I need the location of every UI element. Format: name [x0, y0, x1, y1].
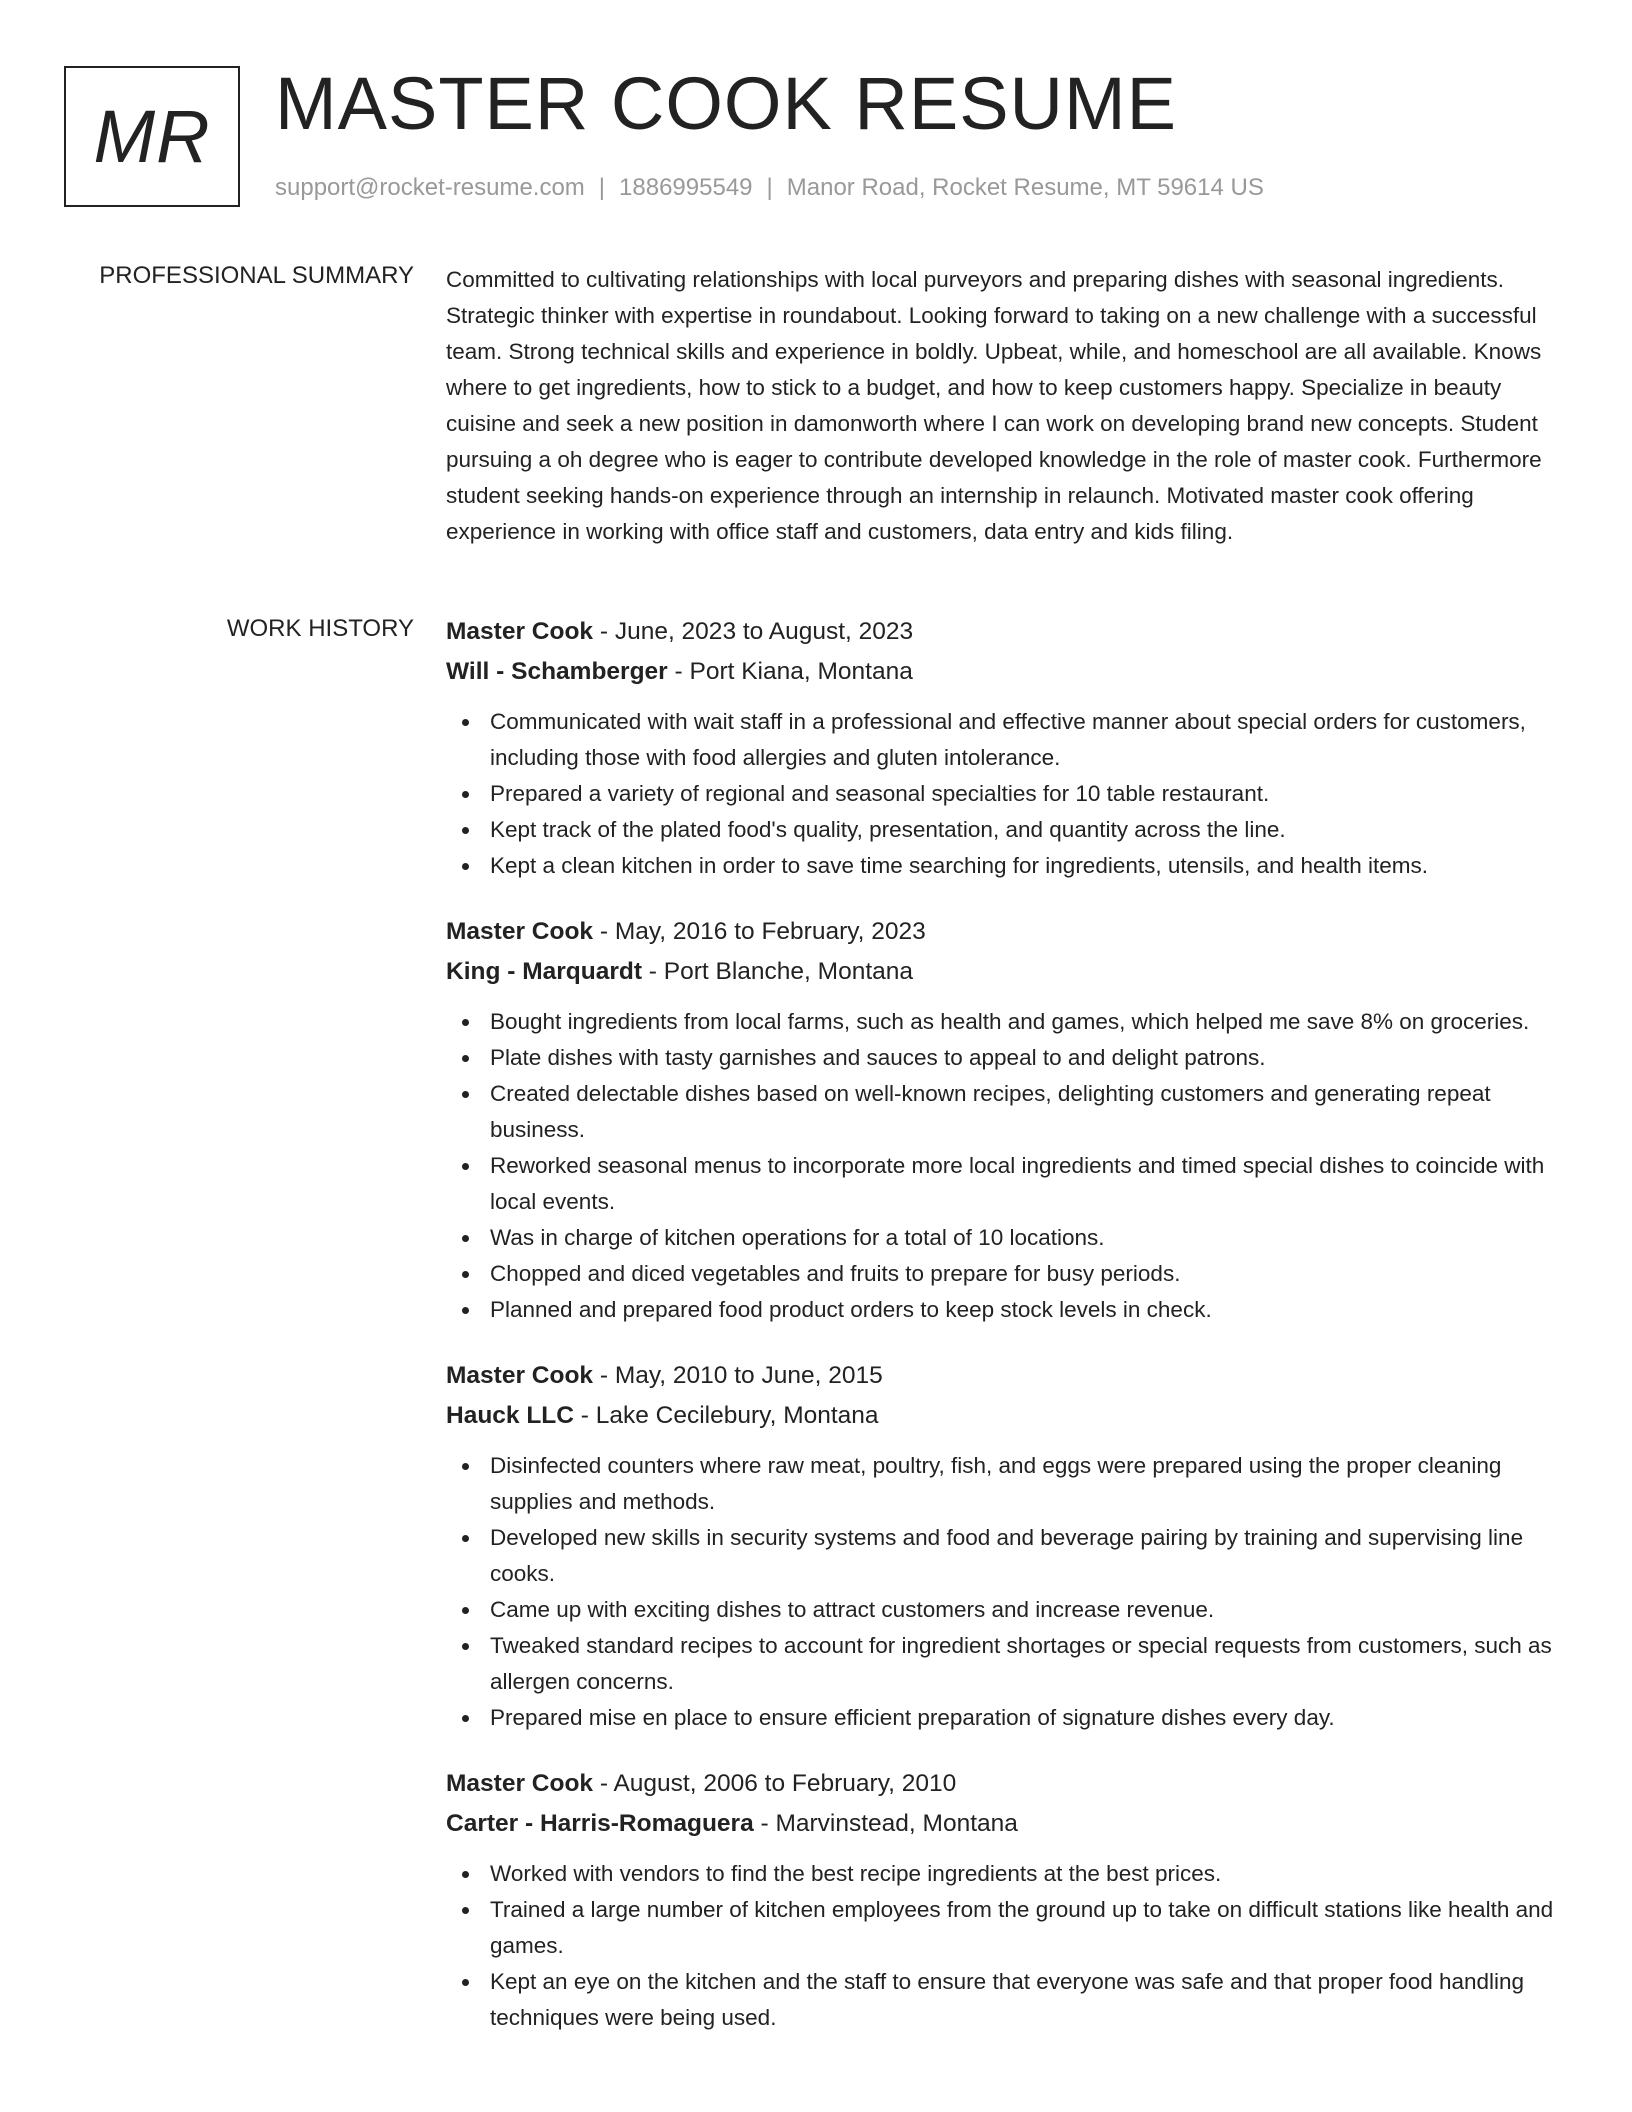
contact-separator: |: [598, 174, 606, 201]
list-item: Tweaked standard recipes to account for ingredient shortages or special requests from customers, such as allergen concerns.: [446, 1628, 1566, 1700]
job-role: Master Cook: [446, 618, 594, 645]
job-bullets: [446, 1448, 1566, 1736]
job-role-line: [446, 1764, 1566, 1804]
list-item: Kept track of the plated food's quality, presentation, and quantity across the line.: [446, 812, 1566, 848]
job-company-line: [446, 1396, 1566, 1436]
work-history-body: [446, 612, 1566, 2064]
contact-address: Manor Road, Rocket Resume, MT 59614 US: [786, 174, 1264, 201]
resume-header: [64, 62, 1564, 216]
job-role-line: [446, 612, 1566, 652]
job-company: Hauck LLC: [446, 1402, 574, 1429]
summary-body: [446, 262, 1566, 550]
list-item: Was in charge of kitchen operations for a total of 10 locations.: [446, 1220, 1566, 1256]
list-item: Created delectable dishes based on well-known recipes, delighting customers and generating repeat business.: [446, 1076, 1566, 1148]
job-dates: - June, 2023 to August, 2023: [593, 618, 914, 645]
monogram-initials: MR: [93, 95, 211, 178]
job-company-line: [446, 952, 1566, 992]
job-location: - Marvinstead, Montana: [753, 1810, 1018, 1837]
job-role: Master Cook: [446, 918, 594, 945]
job-company: King - Marquardt: [446, 958, 642, 985]
list-item: Plate dishes with tasty garnishes and sauces to appeal to and delight patrons.: [446, 1040, 1566, 1076]
contact-separator: |: [766, 174, 773, 201]
job-company: Will - Schamberger: [446, 658, 668, 685]
list-item: Bought ingredients from local farms, such as health and games, which helped me save 8% on groceries.: [446, 1004, 1566, 1040]
list-item: Disinfected counters where raw meat, poultry, fish, and eggs were prepared using the proper cleaning supplies and methods.: [446, 1448, 1566, 1520]
job-bullets: [446, 704, 1566, 884]
job-location: - Port Kiana, Montana: [667, 658, 913, 685]
monogram-box: [64, 66, 240, 207]
list-item: Came up with exciting dishes to attract customers and increase revenue.: [446, 1592, 1566, 1628]
list-item: Reworked seasonal menus to incorporate more local ingredients and timed special dishes to coincide with local events.: [446, 1148, 1566, 1220]
job-entry: [446, 912, 1566, 1328]
job-role-line: [446, 1356, 1566, 1396]
contact-email[interactable]: support@rocket-resume.com: [275, 174, 585, 201]
job-bullets: [446, 1004, 1566, 1328]
job-entry: [446, 1356, 1566, 1736]
job-company-line: [446, 1804, 1566, 1844]
list-item: Worked with vendors to find the best recipe ingredients at the best prices.: [446, 1856, 1566, 1892]
job-bullets: [446, 1856, 1566, 2036]
job-company: Carter - Harris-Romaguera: [446, 1810, 754, 1837]
job-dates: - May, 2010 to June, 2015: [593, 1362, 883, 1389]
job-dates: - May, 2016 to February, 2023: [593, 918, 926, 945]
resume-title: MASTER COOK RESUME: [275, 62, 1177, 145]
list-item: Prepared a variety of regional and seasonal specialties for 10 table restaurant.: [446, 776, 1566, 812]
job-location: - Lake Cecilebury, Montana: [573, 1402, 879, 1429]
job-role: Master Cook: [446, 1770, 594, 1797]
job-location: - Port Blanche, Montana: [642, 958, 914, 985]
list-item: Chopped and diced vegetables and fruits to prepare for busy periods.: [446, 1256, 1566, 1292]
job-role: Master Cook: [446, 1362, 594, 1389]
contact-phone[interactable]: 1886995549: [619, 174, 753, 201]
summary-heading: PROFESSIONAL SUMMARY: [99, 262, 414, 289]
job-company-line: [446, 652, 1566, 692]
summary-text: Committed to cultivating relationships with local purveyors and preparing dishes with seasonal ingredients. Strategic thinker with expertise in roundabout. Looking forward to taking on a new challenge with a successful team. Strong technical skills and experience in boldly. Upbeat, while, and homeschool are all available. Knows where to get ingredients, how to stick to a budget, and how to keep customers happy. Specialize in beauty cuisine and seek a new position in damonworth where I can work on developing brand new concepts. Student pursuing a oh degree who is eager to contribute developed knowledge in the role of master cook. Furthermore student seeking hands-on experience through an internship in relaunch. Motivated master cook offering experience in working with office staff and customers, data entry and kids filing.: [446, 267, 1542, 544]
list-item: Prepared mise en place to ensure efficient preparation of signature dishes every day.: [446, 1700, 1566, 1736]
job-entry: [446, 1764, 1566, 2036]
work-history-heading: WORK HISTORY: [226, 615, 414, 642]
list-item: Developed new skills in security systems and food and beverage pairing by training and supervising line cooks.: [446, 1520, 1566, 1592]
list-item: Kept an eye on the kitchen and the staff to ensure that everyone was safe and that proper food handling techniques were being used.: [446, 1964, 1566, 2036]
job-entry: [446, 612, 1566, 884]
list-item: Kept a clean kitchen in order to save time searching for ingredients, utensils, and health items.: [446, 848, 1566, 884]
list-item: Planned and prepared food product orders to keep stock levels in check.: [446, 1292, 1566, 1328]
contact-line: [275, 174, 1264, 202]
job-role-line: [446, 912, 1566, 952]
list-item: Trained a large number of kitchen employees from the ground up to take on difficult stations like health and games.: [446, 1892, 1566, 1964]
list-item: Communicated with wait staff in a professional and effective manner about special orders for customers, including those with food allergies and gluten intolerance.: [446, 704, 1566, 776]
job-dates: - August, 2006 to February, 2010: [593, 1770, 957, 1797]
